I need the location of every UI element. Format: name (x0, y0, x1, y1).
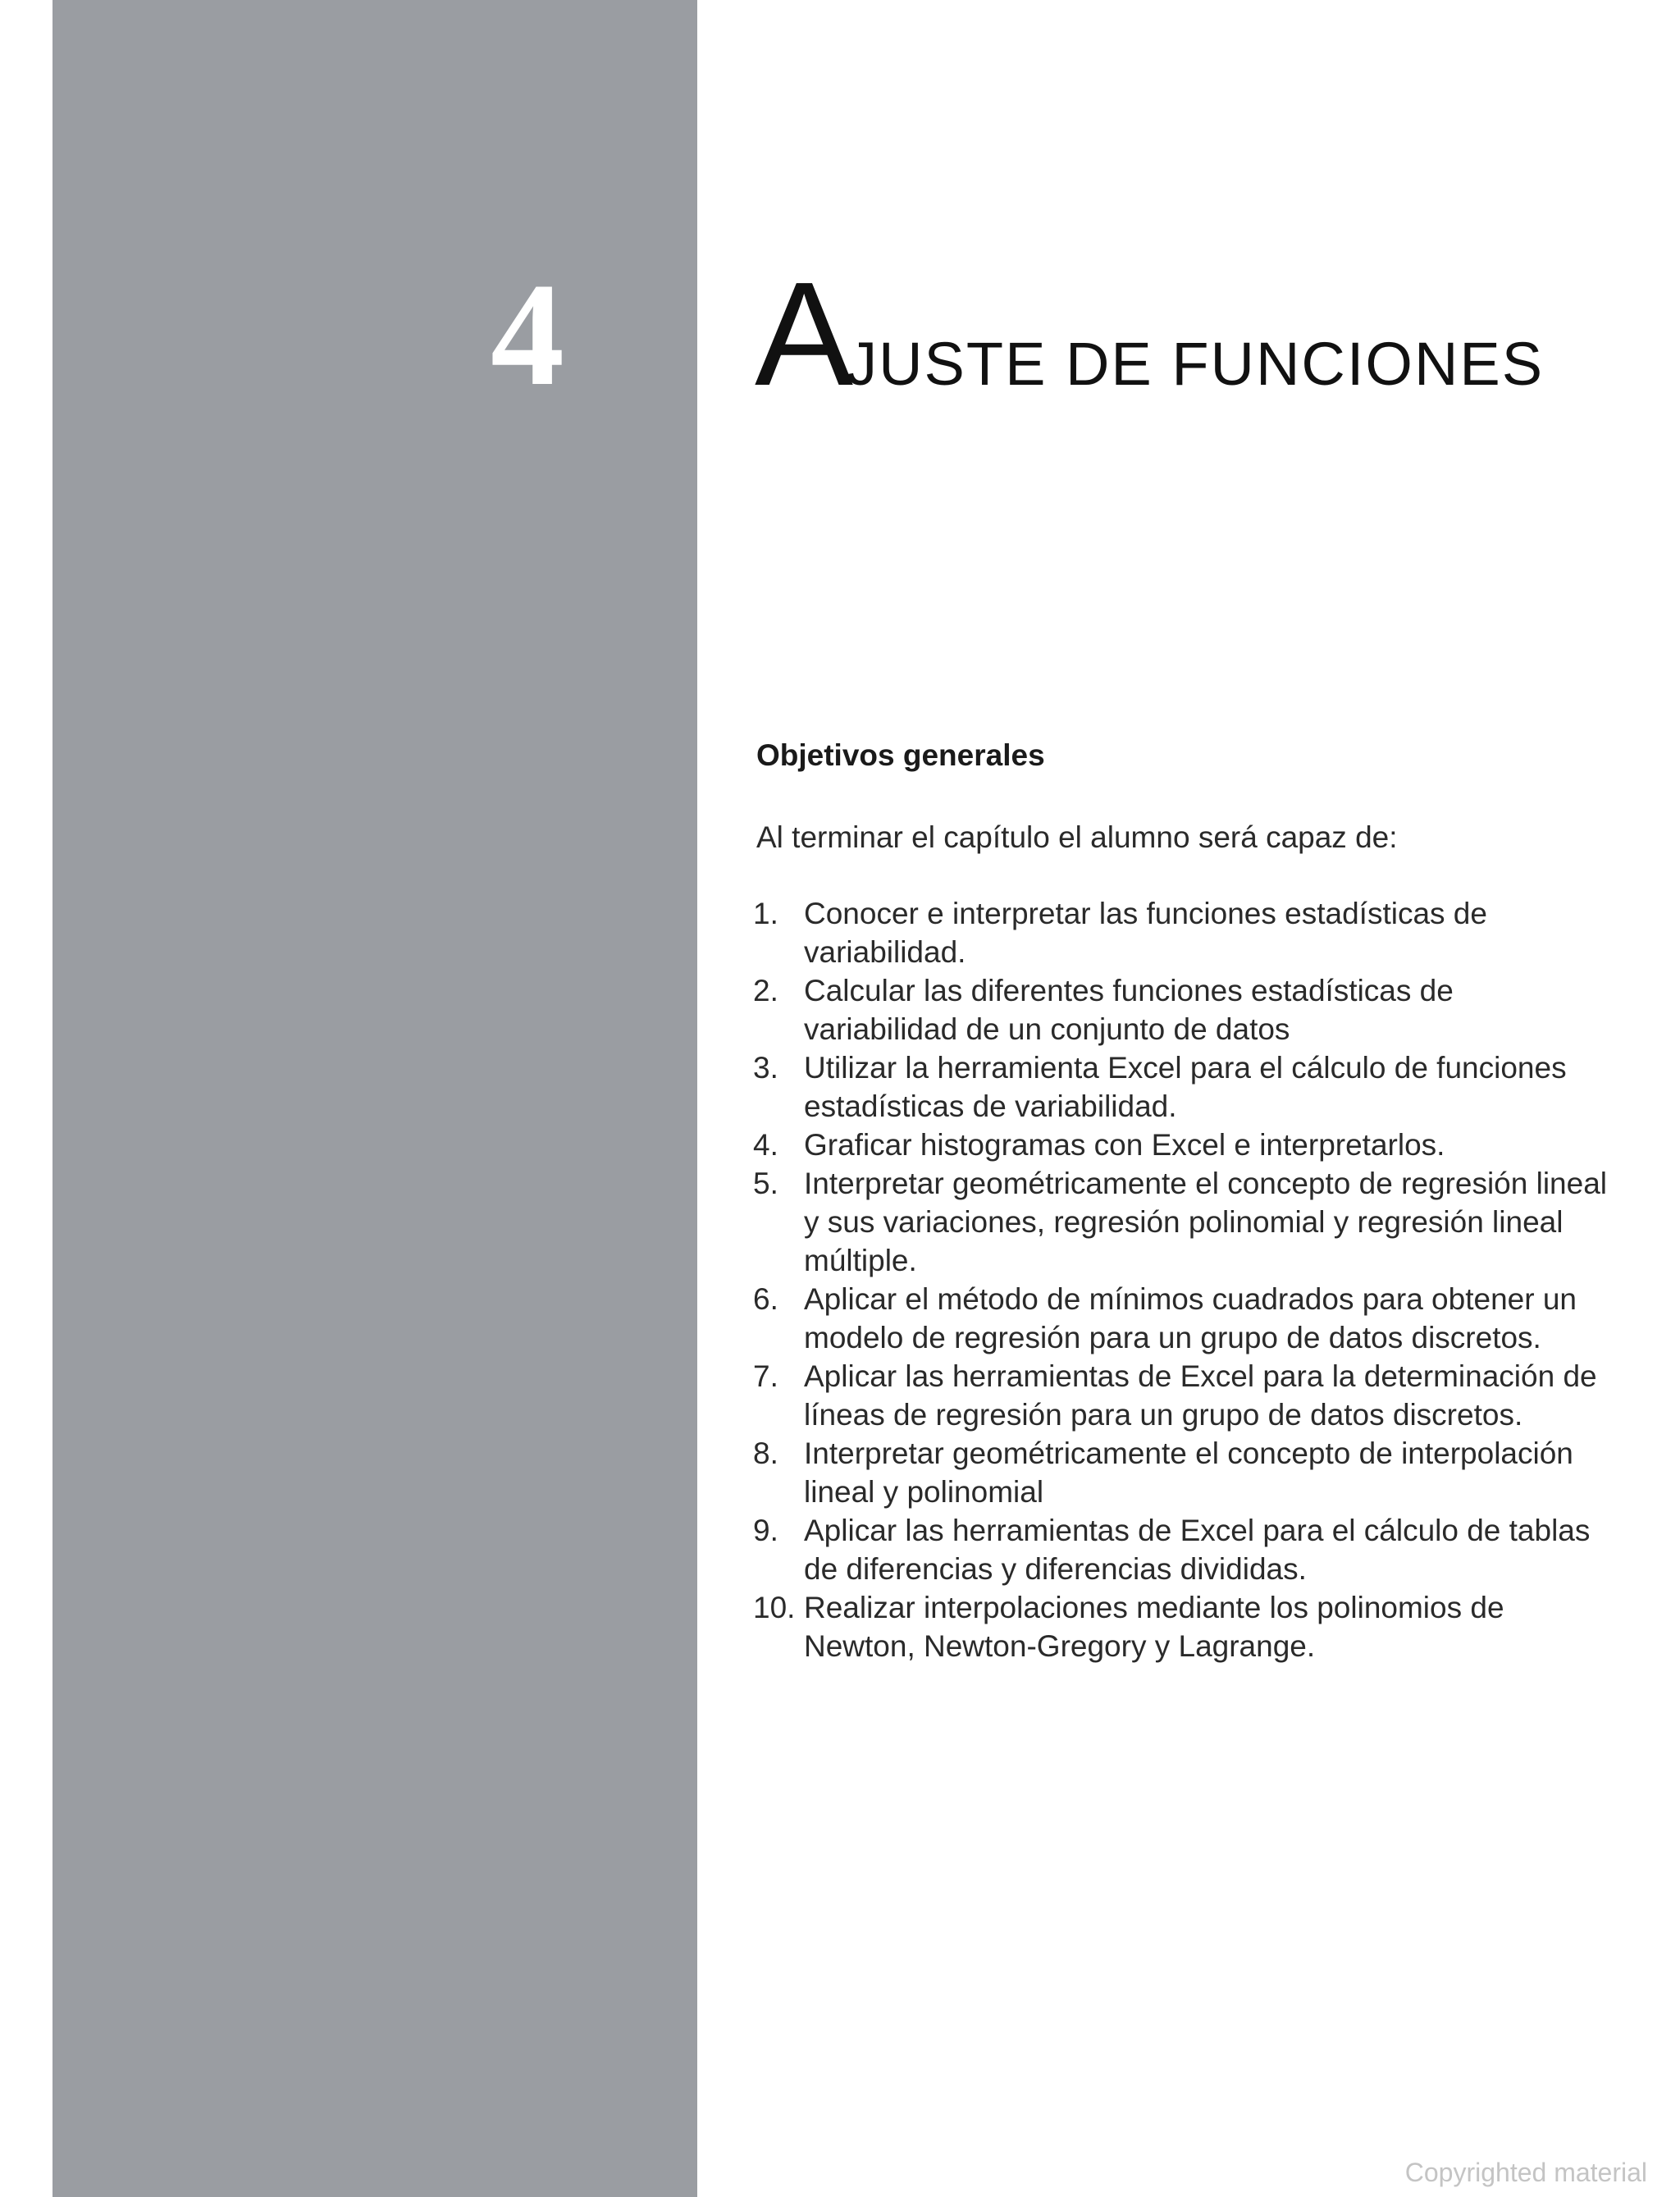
list-item-number: 9. (753, 1514, 778, 1547)
list-item (753, 1434, 1614, 1511)
list-item-number: 2. (753, 974, 778, 1007)
list-item-number: 1. (753, 897, 778, 930)
list-item-number: 7. (753, 1359, 778, 1393)
objectives-heading: Objetivos generales (756, 738, 1045, 772)
chapter-title-rest: JUSTE DE FUNCIONES (847, 330, 1545, 398)
chapter-title (755, 252, 1545, 417)
list-item-number: 4. (753, 1128, 778, 1162)
chapter-title-initial: A (755, 252, 854, 417)
list-item-number: 5. (753, 1167, 778, 1200)
objectives-intro: Al terminar el capítulo el alumno será capaz de: (756, 820, 1398, 854)
copyright-watermark: Copyrighted material (1404, 2158, 1647, 2187)
list-item-text: Interpretar geométricamente el concepto de regresión lineal y sus variaciones, regresión polinomial y regresión lineal múltiple. (804, 1167, 1608, 1277)
list-item (753, 894, 1614, 971)
chapter-number: 4 (491, 253, 564, 416)
list-item (753, 1588, 1614, 1665)
objectives-list (753, 894, 1614, 1665)
list-item-text: Aplicar las herramientas de Excel para el cálculo de tablas de diferencias y diferencias divididas. (804, 1514, 1591, 1586)
list-item-text: Conocer e interpretar las funciones estadísticas de variabilidad. (804, 897, 1487, 969)
list-item-number: 8. (753, 1436, 778, 1470)
list-item-text: Calcular las diferentes funciones estadísticas de variabilidad de un conjunto de datos (804, 974, 1454, 1046)
list-item-text: Aplicar las herramientas de Excel para la determinación de líneas de regresión para un grupo de datos discretos. (804, 1359, 1597, 1432)
list-item-number: 3. (753, 1051, 778, 1085)
list-item (753, 1126, 1614, 1164)
list-item-text: Aplicar el método de mínimos cuadrados para obtener un modelo de regresión para un grupo de datos discretos. (804, 1282, 1577, 1354)
list-item-text: Utilizar la herramienta Excel para el cálculo de funciones estadísticas de variabilidad. (804, 1051, 1567, 1123)
list-item-text: Graficar histogramas con Excel e interpretarlos. (804, 1128, 1445, 1162)
list-item (753, 1357, 1614, 1434)
list-item (753, 1164, 1614, 1280)
list-item-number: 6. (753, 1282, 778, 1316)
list-item (753, 971, 1614, 1048)
list-item (753, 1048, 1614, 1126)
list-item-text: Realizar interpolaciones mediante los polinomios de Newton, Newton-Gregory y Lagrange. (804, 1591, 1504, 1663)
list-item (753, 1511, 1614, 1588)
list-item-text: Interpretar geométricamente el concepto de interpolación lineal y polinomial (804, 1436, 1573, 1509)
list-item (753, 1280, 1614, 1357)
list-item-number: 10. (753, 1591, 796, 1624)
